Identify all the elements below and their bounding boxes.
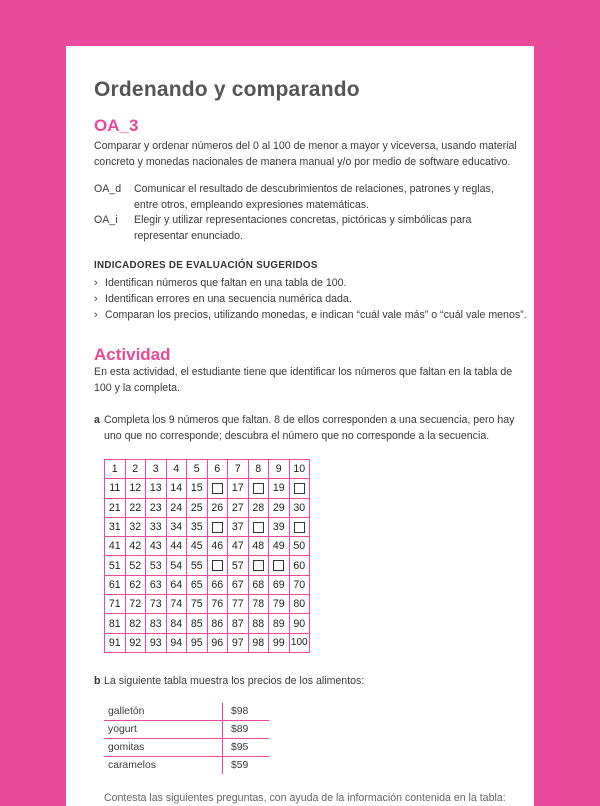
grid-cell: 44 (166, 537, 187, 556)
food-price: $98 (223, 703, 270, 721)
food-name: gomitas (104, 739, 223, 757)
grid-cell: 12 (125, 479, 146, 498)
grid-cell: 80 (289, 595, 310, 614)
price-table (104, 703, 269, 774)
grid-cell: 92 (125, 633, 146, 652)
grid-cell: 74 (166, 595, 187, 614)
grid-cell: 13 (146, 479, 167, 498)
objective-code: OA_i (94, 214, 118, 226)
answer-box[interactable] (253, 483, 264, 494)
grid-cell: 62 (125, 575, 146, 594)
grid-cell: 2 (125, 460, 146, 479)
cutoff-text: Contesta las siguientes preguntas, con ayuda de la información contenida en la tabla: (104, 792, 506, 804)
hundred-table (104, 459, 310, 653)
grid-cell: 68 (248, 575, 269, 594)
grid-cell: 46 (207, 537, 228, 556)
price-row (104, 703, 269, 721)
missing-number-box[interactable] (289, 517, 310, 536)
answer-box[interactable] (212, 483, 223, 494)
grid-cell: 70 (289, 575, 310, 594)
grid-cell: 37 (228, 517, 249, 536)
food-price: $95 (223, 739, 270, 757)
answer-box[interactable] (294, 483, 305, 494)
missing-number-box[interactable] (269, 556, 290, 575)
question-letter: b (94, 675, 101, 687)
grid-cell: 66 (207, 575, 228, 594)
food-name: galletón (104, 703, 223, 721)
grid-cell: 60 (289, 556, 310, 575)
grid-cell: 55 (187, 556, 208, 575)
grid-cell: 25 (187, 498, 208, 517)
grid-cell: 11 (105, 479, 126, 498)
answer-box[interactable] (212, 560, 223, 571)
grid-cell: 17 (228, 479, 249, 498)
grid-row (105, 575, 310, 594)
grid-row (105, 498, 310, 517)
grid-cell: 35 (187, 517, 208, 536)
grid-cell: 53 (146, 556, 167, 575)
grid-cell: 49 (269, 537, 290, 556)
grid-cell: 88 (248, 614, 269, 633)
grid-cell: 14 (166, 479, 187, 498)
grid-cell: 3 (146, 460, 167, 479)
price-row (104, 739, 269, 757)
indicators-heading: INDICADORES DE EVALUACIÓN SUGERIDOS (94, 260, 318, 271)
grid-cell: 4 (166, 460, 187, 479)
indicator-item: › Identifican errores en una secuencia numérica dada. (94, 293, 352, 305)
grid-cell: 28 (248, 498, 269, 517)
grid-cell: 33 (146, 517, 167, 536)
grid-row (105, 633, 310, 652)
oa-description: Comparar y ordenar números del 0 al 100 de menor a mayor y viceversa, usando material concreto y monedas nacionales de manera manual y/o por medio de software educativo. (94, 140, 517, 168)
grid-row (105, 517, 310, 536)
activity-description: En esta actividad, el estudiante tiene que identificar los números que faltan en la tabla de 100 y la completa. (94, 366, 513, 394)
grid-row (105, 595, 310, 614)
price-row (104, 757, 269, 775)
grid-cell: 47 (228, 537, 249, 556)
objective-text: Elegir y utilizar representaciones concretas, pictóricas y simbólicas para representar enunciado. (134, 214, 472, 242)
grid-cell: 7 (228, 460, 249, 479)
grid-cell: 90 (289, 614, 310, 633)
grid-cell: 23 (146, 498, 167, 517)
grid-cell: 93 (146, 633, 167, 652)
grid-cell: 39 (269, 517, 290, 536)
chevron-right-icon: › (94, 309, 98, 321)
grid-cell: 85 (187, 614, 208, 633)
grid-row (105, 614, 310, 633)
grid-cell: 26 (207, 498, 228, 517)
grid-cell: 69 (269, 575, 290, 594)
grid-cell: 65 (187, 575, 208, 594)
grid-cell: 43 (146, 537, 167, 556)
grid-cell: 31 (105, 517, 126, 536)
grid-cell: 27 (228, 498, 249, 517)
chevron-right-icon: › (94, 277, 98, 289)
grid-cell: 100 (289, 633, 310, 652)
grid-cell: 76 (207, 595, 228, 614)
grid-cell: 48 (248, 537, 269, 556)
grid-cell: 75 (187, 595, 208, 614)
grid-cell: 97 (228, 633, 249, 652)
answer-box[interactable] (212, 522, 223, 533)
question-letter: a (94, 414, 100, 426)
grid-cell: 21 (105, 498, 126, 517)
grid-row (105, 460, 310, 479)
indicator-item: › Comparan los precios, utilizando monedas, e indican “cuál vale más” o “cuál vale menos”. (94, 309, 527, 321)
grid-cell: 29 (269, 498, 290, 517)
grid-row (105, 479, 310, 498)
grid-cell: 50 (289, 537, 310, 556)
grid-cell: 72 (125, 595, 146, 614)
indicators-list (94, 275, 534, 323)
grid-cell: 94 (166, 633, 187, 652)
grid-cell: 95 (187, 633, 208, 652)
grid-cell: 52 (125, 556, 146, 575)
objective-code: OA_d (94, 183, 122, 195)
answer-box[interactable] (253, 522, 264, 533)
missing-number-box[interactable] (248, 479, 269, 498)
grid-cell: 15 (187, 479, 208, 498)
grid-cell: 8 (248, 460, 269, 479)
grid-cell: 41 (105, 537, 126, 556)
grid-cell: 91 (105, 633, 126, 652)
grid-cell: 81 (105, 614, 126, 633)
grid-cell: 51 (105, 556, 126, 575)
missing-number-box[interactable] (289, 479, 310, 498)
food-name: caramelos (108, 760, 156, 771)
question-text: Completa los 9 números que faltan. 8 de ellos corresponden a una secuencia, pero hay uno que no corresponde; descubra el número que no corresponde a la secuencia. (104, 414, 515, 442)
missing-number-box[interactable] (207, 517, 228, 536)
grid-cell: 87 (228, 614, 249, 633)
grid-cell: 61 (105, 575, 126, 594)
grid-row (105, 537, 310, 556)
activity-heading: Actividad (94, 345, 171, 364)
grid-cell: 67 (228, 575, 249, 594)
grid-cell: 98 (248, 633, 269, 652)
price-row (104, 721, 269, 739)
objective-text: Comunicar el resultado de descubrimientos de relaciones, patrones y reglas, entre otros, empleando expresiones matemáticas. (134, 183, 494, 211)
document-page (66, 46, 534, 806)
grid-cell: 42 (125, 537, 146, 556)
page-title: Ordenando y comparando (94, 78, 360, 101)
food-price: $59 (223, 757, 270, 775)
grid-cell: 24 (166, 498, 187, 517)
food-name: yogurt (104, 721, 223, 739)
grid-cell: 86 (207, 614, 228, 633)
grid-cell: 19 (269, 479, 290, 498)
chevron-right-icon: › (94, 293, 98, 305)
grid-cell: 71 (105, 595, 126, 614)
grid-cell: 45 (187, 537, 208, 556)
grid-cell: 22 (125, 498, 146, 517)
grid-cell: 34 (166, 517, 187, 536)
grid-cell: 5 (187, 460, 208, 479)
grid-cell: 54 (166, 556, 187, 575)
question-text: La siguiente tabla muestra los precios de los alimentos: (104, 675, 365, 687)
grid-cell: 10 (289, 460, 310, 479)
grid-cell: 57 (228, 556, 249, 575)
grid-cell: 32 (125, 517, 146, 536)
food-price: $89 (223, 721, 270, 739)
grid-cell: 79 (269, 595, 290, 614)
grid-cell: 96 (207, 633, 228, 652)
grid-cell: 82 (125, 614, 146, 633)
answer-box[interactable] (253, 560, 264, 571)
grid-cell: 63 (146, 575, 167, 594)
grid-cell: 64 (166, 575, 187, 594)
grid-cell: 30 (289, 498, 310, 517)
missing-number-box[interactable] (248, 517, 269, 536)
grid-cell: 73 (146, 595, 167, 614)
grid-cell: 6 (207, 460, 228, 479)
grid-cell: 77 (228, 595, 249, 614)
grid-cell: 83 (146, 614, 167, 633)
grid-row (105, 556, 310, 575)
grid-cell: 89 (269, 614, 290, 633)
missing-number-box[interactable] (248, 556, 269, 575)
grid-cell: 84 (166, 614, 187, 633)
grid-cell: 1 (105, 460, 126, 479)
grid-cell: 78 (248, 595, 269, 614)
missing-number-box[interactable] (207, 479, 228, 498)
answer-box[interactable] (294, 522, 305, 533)
oa-code: OA_3 (94, 116, 139, 135)
grid-cell: 9 (269, 460, 290, 479)
answer-box[interactable] (273, 560, 284, 571)
missing-number-box[interactable] (207, 556, 228, 575)
grid-cell: 99 (269, 633, 290, 652)
indicator-item: › Identifican números que faltan en una tabla de 100. (94, 277, 347, 289)
